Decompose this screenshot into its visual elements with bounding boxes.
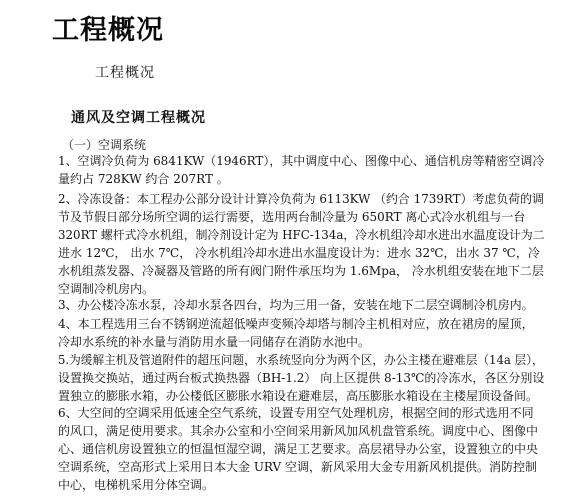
text-line: 进水 12℃， 出水 7℃， 冷水机组冷却水进出水温度设计为：进水 32℃，出水 37 ℃，冷 (58, 246, 540, 260)
text-line: 冷却水系统的补水量与消防用水量一同储存在消防水池中。 (58, 335, 371, 349)
text-line: 设置换交换站，通过两台板式换热器（BH-1.2） 向上区提供 8-13℃的冷冻水，各区分别设 (58, 371, 545, 385)
text-line: 置独立的膨胀水箱，办公楼低区膨胀水箱设在避难层，高压膨胀水箱设在主楼屋顶设备间。 (58, 389, 539, 403)
text-line: 空调制冷机房内。 (58, 282, 155, 296)
text-line: 水机组蒸发器、冷凝器及管路的所有阀门附件承压均为 1.6Mpa， 冷水机组安装在地下二层 (58, 264, 544, 278)
text-line: 6、大空间的空调采用低速全空气系统，设置专用空气处理机房，根据空间的形式选用不同 (58, 406, 534, 420)
text-line: 3、办公楼冷冻水泵，冷却水泵各四台，均为三用一备，安装在地下二层空调制冷机房内。 (58, 298, 534, 312)
text-line: 4、本工程选用三台不锈钢逆流超低噪声变频冷却塔与制冷主机相对应，放在裙房的屋顶， (58, 317, 534, 331)
text-line: 空调系统，空高形式上采用日本大金 URV 空调，新风采用大金专用新风机提供。消防控制 (58, 460, 538, 474)
paragraph-3 (58, 296, 544, 314)
system-heading: （一）空调系统 (62, 138, 147, 152)
text-line: 心、通信机房设置独立的恒温恒湿空调，满足工艺要求。高层裙导办公室，设置独立的中央 (58, 442, 539, 456)
paragraph-4 (58, 315, 544, 351)
paragraph-5 (58, 351, 544, 405)
page-title: 工程概况 (52, 15, 164, 46)
paragraph-2 (58, 190, 544, 298)
text-line: 1、空调冷负荷为 6841KW（1946RT），其中调度中心、图像中心、通信机房等精密空调冷 (58, 154, 545, 168)
text-line: 中心，电梯机采用分体空调。 (58, 478, 215, 492)
text-line: 节及节假日部分场所空调的运行需要，选用两台制冷量为 650RT 离心式冷水机组与一台 (58, 210, 526, 224)
paragraph-6 (58, 404, 544, 494)
text-line: 2、冷冻设备：本工程办公部分设计计算冷负荷为 6113KW （约合 1739RT）考虑负荷的调 (58, 192, 544, 206)
text-line: 的风口，满足使用要求。其余办公室和小空间采用新风加风机盘管系统。调度中心、图像中 (58, 424, 539, 438)
sub-heading: 工程概况 (95, 65, 155, 81)
text-line: 320RT 螺杆式冷水机组，制冷剂设计定为 HFC-134a，冷水机组冷却水进出水温度设计为二 (58, 228, 545, 242)
section-heading: 通风及空调工程概况 (71, 110, 206, 126)
text-line: 5.为缓解主机及管道附件的超压问题，水系统竖向分为两个区，办公主楼在避难层（14a 层）， (58, 353, 544, 367)
paragraph-1 (58, 152, 544, 188)
text-line: 量约占 728KW 约合 207RT 。 (58, 172, 229, 186)
